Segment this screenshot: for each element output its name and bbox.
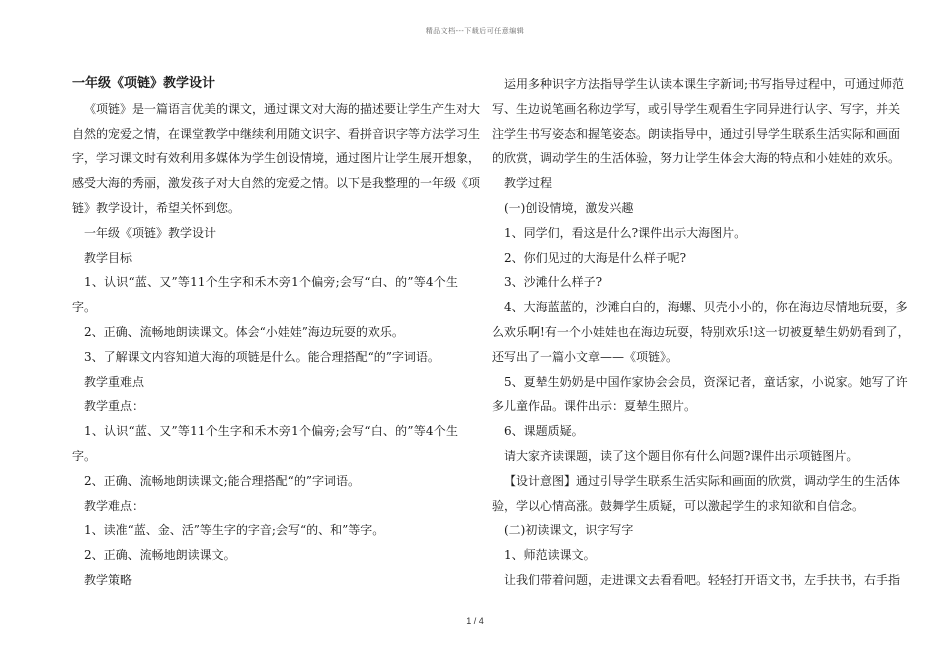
text-line: 么欢乐啊!有一个小娃娃也在海边玩耍，特别欢乐!这一切被夏辇生奶奶看到了， (492, 325, 910, 339)
text-line: 【设计意图】通过引导学生联系生活实际和画面的欣赏，调动学生的生活体 (504, 473, 901, 488)
text-line: 感受大海的秀丽，激发孩子对大自然的宠爱之情。以下是我整理的一年级《项 (72, 176, 481, 191)
text-line: 的欣赏，调动学生的生活体验，努力让学生体会大海的特点和小娃娃的欢乐。 (492, 151, 901, 166)
text-line: 教学重点： (84, 399, 145, 414)
page-number: 1 / 4 (466, 616, 484, 626)
text-line: 教学策略 (84, 573, 133, 587)
document-title: 一年级《项链》教学设计 (72, 76, 216, 91)
text-line: 2、你们见过的大海是什么样子呢? (504, 250, 687, 265)
text-line: 请大家齐读课题，读了这个题目你有什么问题?课件出示项链图片。 (504, 449, 859, 463)
text-line: 1、认识“蓝、又”等11个生字和禾木旁1个偏旁;会写“白、的”等4个生 (84, 275, 458, 290)
text-line: 运用多种识字方法指导学生认读本课生字新词;书写指导过程中，可通过师范 (504, 77, 905, 91)
text-line: 1、读准“蓝、金、活”等生字的字音;会写“的、和”等字。 (84, 523, 385, 538)
text-line: 自然的宠爱之情，在课堂教学中继续利用随文识字、看拼音识字等方法学习生 (72, 126, 481, 141)
text-line: 《项链》是一篇语言优美的课文，通过课文对大海的描述要让学生产生对大 (84, 101, 481, 116)
text-line: 字，学习课文时有效利用多媒体为学生创设情境，通过图片让学生展开想象， (72, 151, 481, 166)
text-line: 链》教学设计，希望关怀到您。 (72, 201, 241, 215)
text-line: 教学重难点 (84, 374, 145, 389)
text-line: 字。 (72, 300, 97, 315)
text-line: (一)创设情境，激发兴趣 (504, 201, 634, 215)
text-line: 1、认识“蓝、又”等11个生字和禾木旁1个偏旁;会写“白、的”等4个生 (84, 424, 458, 439)
text-line: 多儿童作品。课件出示：夏辇生照片。 (492, 399, 697, 414)
page-header: 精品文档---下载后可任意编辑 (425, 27, 525, 35)
text-line: 2、正确、流畅地朗读课文。体会“小娃娃”海边玩耍的欢乐。 (84, 325, 404, 339)
text-line: 教学难点： (84, 498, 145, 513)
text-line: (二)初读课文，识字写字 (504, 523, 634, 538)
text-line: 写、生边说笔画名称边学写，或引导学生观看生字同异进行认字、写字，并关 (492, 101, 901, 116)
text-line: 3、了解课文内容知道大海的项链是什么。能合理搭配“的”字词语。 (84, 349, 440, 364)
text-line: 6、课题质疑。 (504, 424, 584, 439)
text-line: 教学目标 (84, 250, 133, 265)
text-line: 注学生书写姿态和握笔姿态。朗读指导中，通过引导学生联系生活实际和画面 (492, 126, 901, 141)
text-line: 5、夏辇生奶奶是中国作家协会会员，资深记者，童话家，小说家。她写了许 (504, 374, 908, 389)
text-line: 一年级《项链》教学设计 (84, 225, 217, 240)
text-line: 让我们带着问题，走进课文去看看吧。轻轻打开语文书，左手扶书，右手指 (504, 573, 901, 587)
text-line: 4、大海蓝蓝的，沙滩白白的，海螺、贝壳小小的，你在海边尽情地玩耍，多 (504, 300, 908, 315)
text-line: 2、正确、流畅地朗读课文。 (84, 548, 236, 563)
text-line: 教学过程 (504, 176, 553, 191)
text-line: 还写出了一篇小文章——《项链》。 (492, 349, 679, 364)
text-line: 字。 (72, 449, 97, 463)
text-line: 验，学以心情高涨。鼓舞学生质疑，可以激起学生的求知欲和自信念。 (492, 498, 865, 513)
text-line: 2、正确、流畅地朗读课文;能合理搭配“的”字词语。 (84, 473, 360, 488)
text-line: 1、同学们，看这是什么?课件出示大海图片。 (504, 225, 747, 240)
text-line: 3、沙滩什么样子? (504, 275, 603, 290)
text-line: 1、师范读课文。 (504, 548, 596, 563)
